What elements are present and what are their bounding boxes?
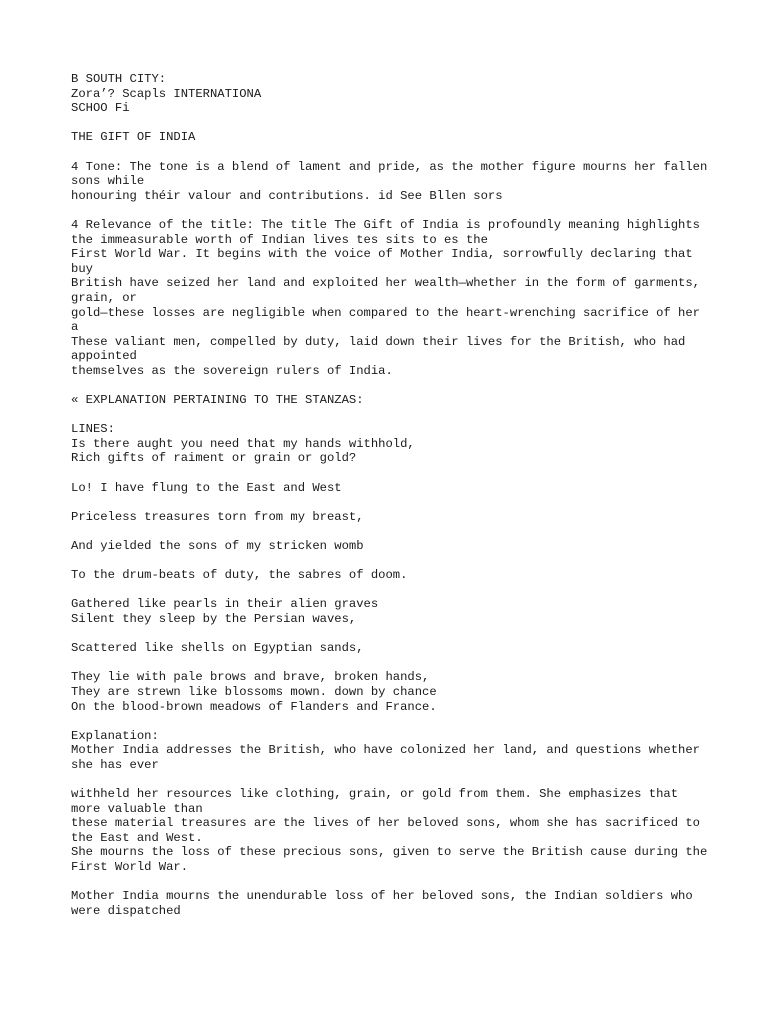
- poem-line: They are strewn like blossoms mown. down by chance: [71, 684, 437, 699]
- title-text: THE GIFT OF INDIA: [71, 130, 196, 145]
- relevance-line: British have seized her land and exploited her wealth—whether in the form of garments, grain, or: [71, 276, 708, 305]
- relevance-line: These valiant men, compelled by duty, laid down their lives for the British, who had appointed: [71, 334, 693, 364]
- explanation-line: She mourns the loss of these precious sons, given to serve the British cause during the First World War.: [71, 845, 715, 875]
- poem-line: And yielded the sons of my stricken womb: [71, 539, 364, 553]
- poem-stanza: [71, 481, 711, 496]
- relevance-line: First World War. It begins with the voice of Mother India, sorrowfully declaring that buy: [71, 247, 700, 276]
- poem-line: To the drum-beats of duty, the sabres of doom.: [71, 568, 408, 583]
- explanation-line: these material treasures are the lives of her beloved sons, whom she has sacrificed to the East and West.: [71, 816, 708, 845]
- header-line: B SOUTH CITY:: [71, 72, 167, 86]
- poem-stanza: [71, 597, 711, 626]
- relevance-line: themselves as the sovereign rulers of India.: [71, 363, 393, 378]
- relevance-line: gold—these losses are negligible when compared to the heart-wrenching sacrifice of her a: [71, 305, 708, 335]
- explanation-paragraph: [71, 889, 711, 918]
- document-page: [71, 72, 715, 933]
- explanation-line: Mother India addresses the British, who have colonized her land, and questions whether she has ever: [71, 743, 708, 772]
- section-heading: « EXPLANATION PERTAINING TO THE STANZAS:: [71, 393, 364, 408]
- header-line: SCHOO Fi: [71, 101, 130, 116]
- poem-title: [71, 130, 711, 145]
- poem-stanza: [71, 670, 711, 714]
- tone-line: honouring théir valour and contributions. id See Bllen sors: [71, 188, 503, 203]
- poem-stanza: [71, 422, 711, 466]
- explanation-line: Mother India mourns the unendurable loss of her beloved sons, the Indian soldiers who were dispatched: [71, 889, 700, 918]
- explanation-paragraph: [71, 729, 711, 773]
- explanation-line: withheld her resources like clothing, grain, or gold from them. She emphasizes that more valuable than: [71, 787, 686, 816]
- poem-line: Lo! I have flung to the East and West: [71, 480, 342, 495]
- poem-stanza: [71, 539, 711, 554]
- header-line: Zora’? Scapls INTERNATIONA: [71, 86, 262, 101]
- poem-line: Scattered like shells on Egyptian sands,: [71, 641, 364, 656]
- poem-line: Is there aught you need that my hands withhold,: [71, 436, 415, 451]
- poem-line: Silent they sleep by the Persian waves,: [71, 611, 357, 626]
- tone-line: 4 Tone: The tone is a blend of lament and pride, as the mother figure mourns her fallen sons while: [71, 159, 715, 189]
- poem-line: Gathered like pearls in their alien graves: [71, 597, 379, 612]
- poem-line: Rich gifts of raiment or grain or gold?: [71, 451, 357, 466]
- poem-line: On the blood-brown meadows of Flanders and France.: [71, 699, 437, 714]
- relevance-section: [71, 218, 711, 379]
- poem-line: LINES:: [71, 422, 115, 437]
- poem-line: They lie with pale brows and brave, broken hands,: [71, 670, 430, 685]
- poem-stanza: [71, 510, 711, 525]
- tone-section: [71, 159, 715, 204]
- poem-stanza: [71, 568, 711, 583]
- relevance-line: 4 Relevance of the title: The title The Gift of India is profoundly meaning highlights the immeasurable worth of Indian lives tes sits to es the: [71, 217, 708, 247]
- poem-stanza: [71, 641, 711, 656]
- poem-line: Priceless treasures torn from my breast,: [71, 509, 364, 524]
- school-header: [71, 72, 711, 116]
- explanation-heading: [71, 393, 711, 408]
- explanation-line: Explanation:: [71, 728, 159, 743]
- explanation-paragraph: [71, 787, 715, 875]
